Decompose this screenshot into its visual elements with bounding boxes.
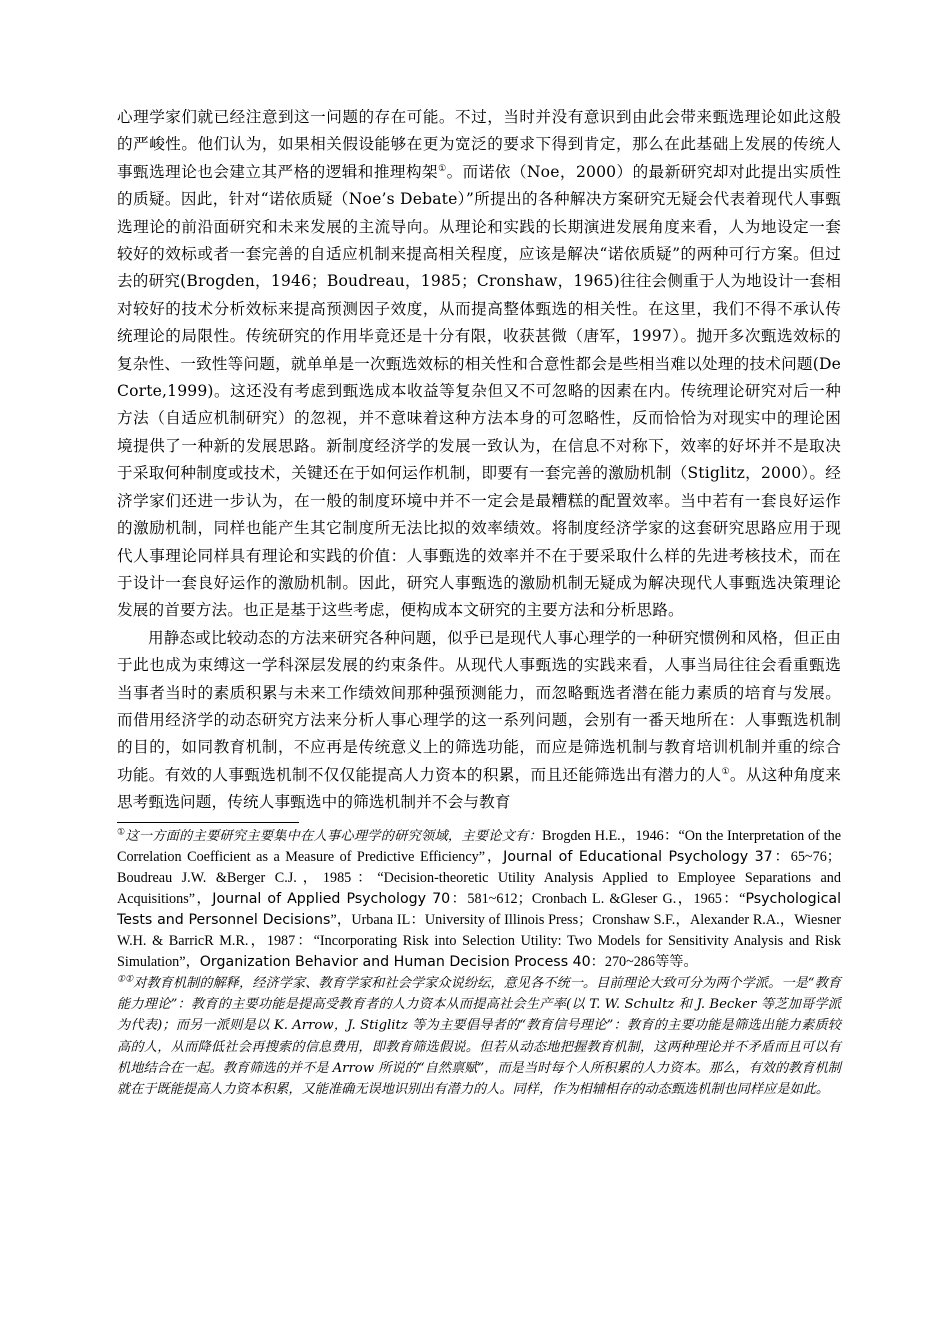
footnote-1-ref-2: ：65~76；Boudreau J.W. &Berger C.J.，1985：“Decision-theoretic Utility Analysis Applied to Employee Separations and Acquisitions”， xyxy=(117,848,841,907)
footnote-1-journal-3: Psychological Tests and Personnel Decisions xyxy=(117,890,842,928)
footnote-separator xyxy=(117,822,299,823)
paragraph-2-text-b: 。从这种角度来思考甄选问题，传统人事甄选中的筛选机制并不会与教育 xyxy=(117,765,842,812)
footnote-marker-1[interactable]: ① xyxy=(438,163,447,174)
paragraph-1-text-a: 心理学家们就已经注意到这一问题的存在可能。不过，当时并没有意识到由此会带来甄选理论如此这般的严峻性。他们认为，如果相关假设能够在更为宽泛的要求下得到肯定，那么在此基础上发展的传统人事甄选理论也会建立其严格的逻辑和推理构架 xyxy=(117,108,841,181)
footnote-2 xyxy=(117,973,841,1101)
footnote-1-ref-4: ”，Urbana IL：University of Illinois Press；Cronshaw S.F.，Alexander R.A.，Wiesner W.H. & BarricR M.R.，1987：“Incorporating Risk into Selection Utility: Two Models for Sensitivity Analysis and Risk Simulation”， xyxy=(117,911,841,970)
footnote-2-text: 对教育机制的解释，经济学家、教育学家和社会学家众说纷纭，意见各不统一。目前理论大致可分为两个学派。一是“教育能力理论”：教育的主要功能是提高受教育者的人力资本从而提高社会生产率(以 T. W. Schultz 和 J. Becker 等芝加哥学派为代表)；而另一派则是以 K. Arrow，J. Stiglitz 等为主要倡导者的“教育信号理论”：教育的主要功能是筛选出能力素质较高的人，从而降低社会再搜索的信息费用，即教育筛选假说。但若从动态地把握教育机制，这两种理论并不矛盾而且可以有机地结合在一起。教育筛选的并不是 Arrow 所说的“自然禀赋”，而是当时每个人所积累的人力资本。那么，有效的教育机制就在于既能提高人力资本积累，又能准确无误地识别出有潜力的人。同样，作为相辅相存的动态甄选机制也同样应是如此。 xyxy=(117,975,841,1098)
footnote-1-journal-2: Journal of Applied Psychology 70 xyxy=(212,890,451,907)
document-page xyxy=(117,104,841,1101)
footnote-1-ref-1: Brogden H.E.，1946：“On the Interpretation of the Correlation Coefficient as a Measure of Predictive Efficiency”， xyxy=(117,827,841,865)
footnote-1-ref-5: ：270~286等等。 xyxy=(590,953,698,970)
footnote-1-journal-4: Organization Behavior and Human Decision Process 40 xyxy=(199,953,591,970)
paragraph-2 xyxy=(117,625,841,817)
footnote-1-ref-3: ：581~612；Cronbach L. &Gleser G.，1965：“ xyxy=(450,890,746,907)
footnote-1-mark: ① xyxy=(117,825,126,836)
footnote-1 xyxy=(117,826,841,973)
footnote-1-intro: 这一方面的主要研究主要集中在人事心理学的研究领域，主要论文有： xyxy=(125,828,543,844)
footnote-1-journal-1: Journal of Educational Psychology 37 xyxy=(503,848,773,865)
paragraph-1 xyxy=(117,104,841,625)
footnote-2-mark: ①① xyxy=(117,974,134,985)
paragraph-1-text-b: 。而诺依（Noe，2000）的最新研究却对此提出实质性的质疑。因此，针对“诺依质疑（Noe’s Debate）”所提出的各种解决方案研究无疑会代表着现代人事甄选理论的前沿面研究和未来发展的主流导向。从理论和实践的长期演进发展角度来看，人为地设定一套较好的效标或者一套完善的自适应机制来提高相关程度，应该是解决“诺依质疑”的两种可行方案。但过去的研究(Brogden，1946；Boudreau，1985；Cronshaw，1965)往往会侧重于人为地设计一套相对较好的技术分析效标来提高预测因子效度，从而提高整体甄选的相关性。在这里，我们不得不承认传统理论的局限性。传统研究的作用毕竟还是十分有限，收获甚微（唐军，1997）。抛开多次甄选效标的复杂性、一致性等问题，就单单是一次甄选效标的相关性和合意性都会是些相当难以处理的技术问题(De Corte,1999)。这还没有考虑到甄选成本收益等复杂但又不可忽略的因素在内。传统理论研究对后一种方法（自适应机制研究）的忽视，并不意味着这种方法本身的可忽略性，反而恰恰为对现实中的理论困境提供了一种新的发展思路。新制度经济学的发展一致认为，在信息不对称下，效率的好坏并不是取决于采取何种制度或技术，关键还在于如何运作机制，即要有一套完善的激励机制（Stiglitz，2000）。经济学家们还进一步认为，在一般的制度环境中并不一定会是最糟糕的配置效率。当中若有一套良好运作的激励机制，同样也能产生其它制度所无法比拟的效率绩效。将制度经济学家的这套研究思路应用于现代人事理论同样具有理论和实践的价值：人事甄选的效率并不在于要采取什么样的先进考核技术，而在于设计一套良好运作的激励机制。因此，研究人事甄选的激励机制无疑成为解决现代人事甄选决策理论发展的首要方法。也正是基于这些考虑，便构成本文研究的主要方法和分析思路。 xyxy=(117,162,841,620)
paragraph-2-text-a: 用静态或比较动态的方法来研究各种问题，似乎已是现代人事心理学的一种研究惯例和风格，但正由于此也成为束缚这一学科深层发展的约束条件。从现代人事甄选的实践来看，人事当局往往会看重甄选当事者当时的素质积累与未来工作绩效间那种强预测能力，而忽略甄选者潜在能力素质的培育与发展。而借用经济学的动态研究方法来分析人事心理学的这一系列问题，会别有一番天地所在：人事甄选机制的目的，如同教育机制，不应再是传统意义上的筛选功能，而应是筛选机制与教育培训机制并重的综合功能。有效的人事甄选机制不仅仅能提高人力资本的积累，而且还能筛选出有潜力的人 xyxy=(117,628,841,784)
footnote-marker-2[interactable]: ① xyxy=(721,766,730,777)
